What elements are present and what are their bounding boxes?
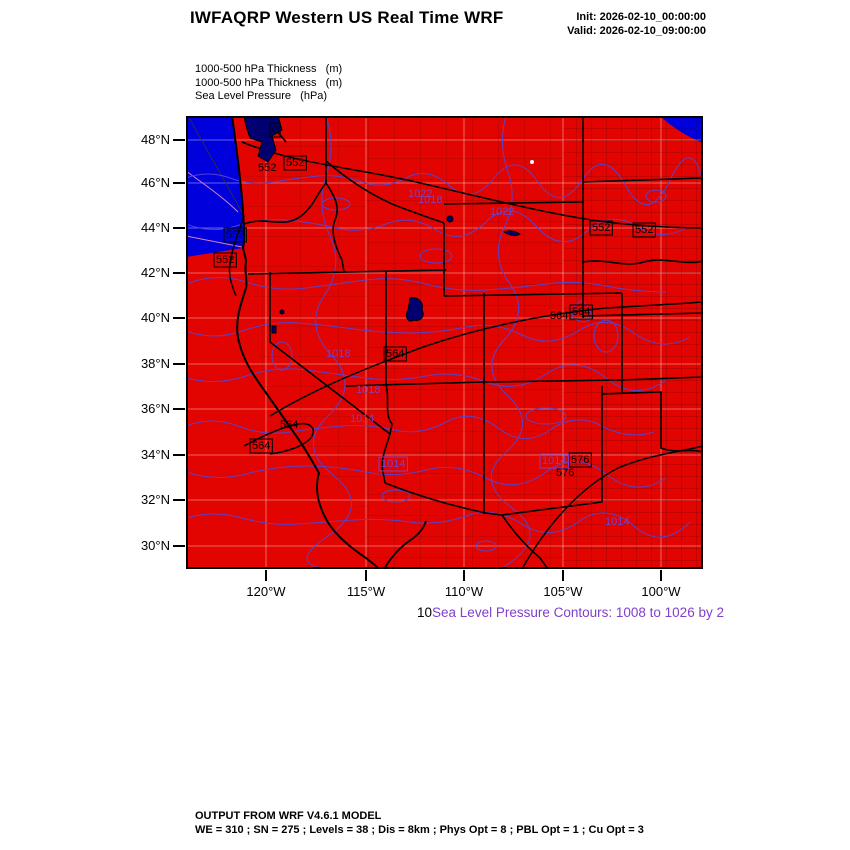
slp-contour-label: 1014	[605, 516, 630, 528]
lon-tick-mark	[365, 570, 367, 581]
thickness-contour-label: 564	[572, 306, 591, 318]
slp-contour-label: 1022	[490, 206, 515, 218]
lon-tick-label: 120°W	[246, 584, 286, 599]
legend-thickness-1: 1000-500 hPa Thickness (m)	[195, 63, 343, 75]
footer-model-line: OUTPUT FROM WRF V4.6.1 MODEL	[195, 810, 382, 822]
thickness-contour-label: 576	[556, 467, 575, 479]
init-valid-block	[567, 10, 706, 38]
thickness-contour-label: 564	[550, 310, 569, 322]
lat-tick-label: 38°N	[140, 356, 170, 371]
lat-tick-label: 32°N	[140, 492, 170, 507]
footer-config-line: WE = 310 ; SN = 275 ; Levels = 38 ; Dis = 8km ; Phys Opt = 8 ; PBL Opt = 1 ; Cu Opt = 3	[195, 823, 644, 836]
lon-tick-mark	[562, 570, 564, 581]
thickness-contour-label: 564	[386, 348, 405, 360]
slp-contour-label: 1014	[542, 455, 567, 467]
lat-tick-label: 30°N	[140, 538, 170, 553]
slp-contour-label: 1014	[350, 413, 375, 425]
page-title: IWFAQRP Western US Real Time WRF	[190, 8, 504, 27]
annotation-text: Sea Level Pressure Contours: 1008 to 1026 by 2	[432, 605, 724, 620]
lat-tick-mark	[173, 182, 185, 184]
slp-contour-label: 1018	[326, 348, 351, 360]
lat-tick-mark	[173, 317, 185, 319]
legend-slp: Sea Level Pressure (hPa)	[195, 90, 328, 102]
white-dot-marker	[530, 160, 534, 164]
lon-tick-mark	[265, 570, 267, 581]
lat-tick-label: 34°N	[140, 447, 170, 462]
thickness-contour-label: 552	[635, 224, 654, 236]
thickness-contour-label: 564	[252, 440, 271, 452]
thickness-contour-label: 552	[216, 254, 235, 266]
slp-contour-label: 1022	[408, 188, 433, 200]
lon-tick-label: 115°W	[346, 584, 386, 599]
slp-contour-label: 1018	[356, 384, 381, 396]
valid-time: Valid: 2026-02-10_09:00:00	[567, 25, 706, 37]
thickness-contour-label: 576	[571, 454, 590, 466]
thickness-contour-label: 552	[258, 162, 277, 174]
map-canvas	[186, 116, 703, 569]
annotation-prefix: 10	[417, 605, 433, 620]
lon-tick-label: 100°W	[641, 584, 681, 599]
lat-tick-label: 44°N	[140, 220, 170, 235]
legend-thickness-2: 1000-500 hPa Thickness (m)	[195, 76, 343, 89]
model-footer	[195, 810, 644, 837]
lat-tick-mark	[173, 499, 185, 501]
init-time: Init: 2026-02-10_00:00:00	[576, 11, 706, 23]
lat-tick-label: 40°N	[140, 310, 170, 325]
lat-tick-mark	[173, 408, 185, 410]
field-legend	[195, 63, 342, 104]
lat-tick-mark	[173, 139, 185, 141]
lat-tick-mark	[173, 454, 185, 456]
lat-tick-label: 36°N	[140, 401, 170, 416]
counties-east	[563, 116, 703, 569]
lat-tick-mark	[173, 227, 185, 229]
lon-tick-label: 105°W	[543, 584, 583, 599]
lat-tick-label: 46°N	[140, 175, 170, 190]
thickness-contour-label: 552	[286, 157, 305, 169]
slp-contour-annotation	[417, 605, 724, 620]
counties-mid	[366, 116, 563, 569]
lon-tick-label: 110°W	[444, 584, 484, 599]
lat-tick-mark	[173, 272, 185, 274]
thickness-contour-label: 552	[592, 222, 611, 234]
lon-tick-mark	[463, 570, 465, 581]
lat-tick-mark	[173, 545, 185, 547]
lon-tick-mark	[660, 570, 662, 581]
thickness-contour-label: 564	[280, 419, 299, 431]
lat-tick-mark	[173, 363, 185, 365]
weather-map	[186, 116, 703, 569]
slp-contour-label: 1014	[381, 458, 406, 470]
lat-tick-label: 42°N	[140, 265, 170, 280]
lat-tick-label: 48°N	[140, 132, 170, 147]
thickness-contour-label: 0	[272, 124, 279, 136]
slp-contour-label: 1018	[418, 194, 443, 206]
thickness-contour-label: 552	[226, 229, 245, 241]
